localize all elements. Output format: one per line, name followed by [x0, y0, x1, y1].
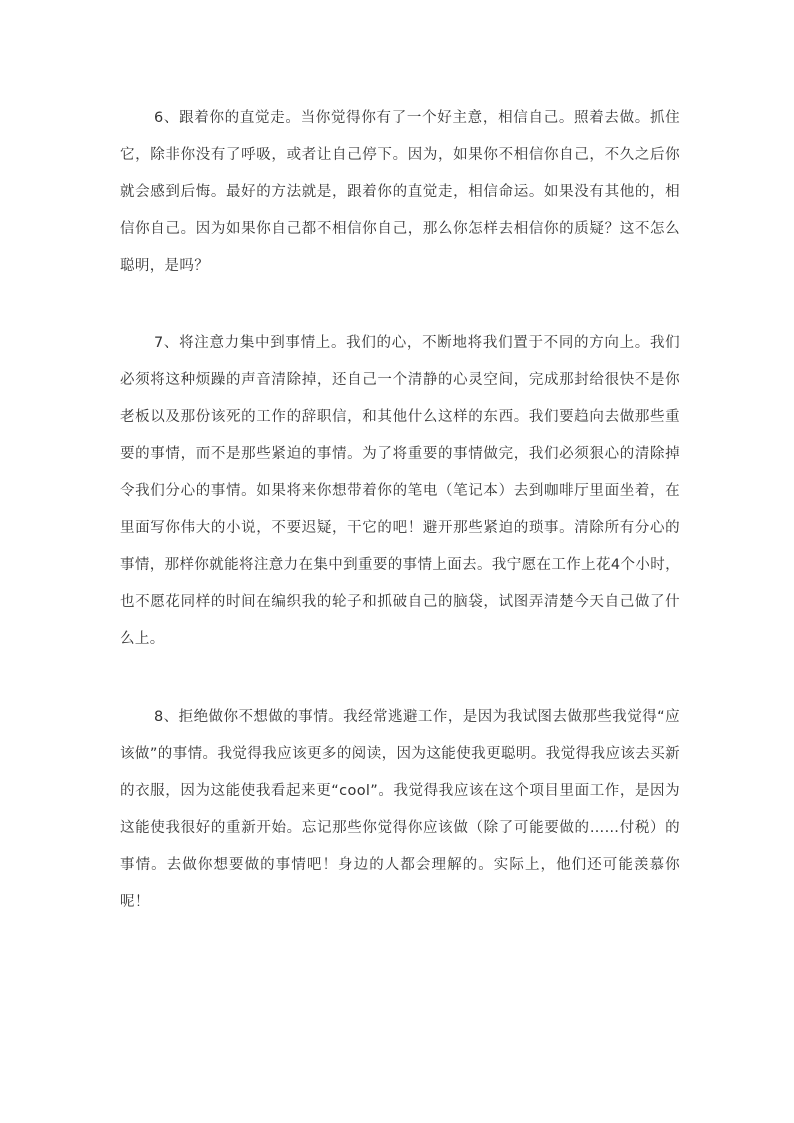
paragraph-7: 7、将注意力集中到事情上。我们的心，不断地将我们置于不同的方向上。我们必须将这种烦躁的声音清除掉，还自己一个清静的心灵空间，完成那封给很快不是你老板以及那份该死的工作的辞职信，和其他什么这样的东西。我们要趋向去做那些重要的事情，而不是那些紧迫的事情。为了将重要的事情做完，我们必须狠心的清除掉令我们分心的事情。如果将来你想带着你的笔电（笔记本）去到咖啡厅里面坐着，在里面写你伟大的小说，不要迟疑，干它的吧！避开那些紧迫的琐事。清除所有分心的事情，那样你就能将注意力在集中到重要的事情上面去。我宁愿在工作上花4个小时，也不愿花同样的时间在编织我的轮子和抓破自己的脑袋，试图弄清楚今天自己做了什么上。 [120, 335, 680, 647]
paragraph-8: 8、拒绝做你不想做的事情。我经常逃避工作，是因为我试图去做那些我觉得“应该做”的事情。我觉得我应该更多的阅读，因为这能使我更聪明。我觉得我应该去买新的衣服，因为这能使我看起来更“cool”。我觉得我应该在这个项目里面工作，是因为这能使我很好的重新开始。忘记那些你觉得你应该做（除了可能要做的……付税）的事情。去做你想要做的事情吧！身边的人都会理解的。实际上，他们还可能羡慕你呢！ [120, 709, 680, 910]
paragraph-6: 6、跟着你的直觉走。当你觉得你有了一个好主意，相信自己。照着去做。抓住它，除非你没有了呼吸，或者让自己停下。因为，如果你不相信你自己，不久之后你就会感到后悔。最好的方法就是，跟着你的直觉走，相信命运。如果没有其他的，相信你自己。因为如果你自己都不相信你自己，那么你怎样去相信你的质疑？这不怎么聪明，是吗？ [120, 110, 680, 274]
